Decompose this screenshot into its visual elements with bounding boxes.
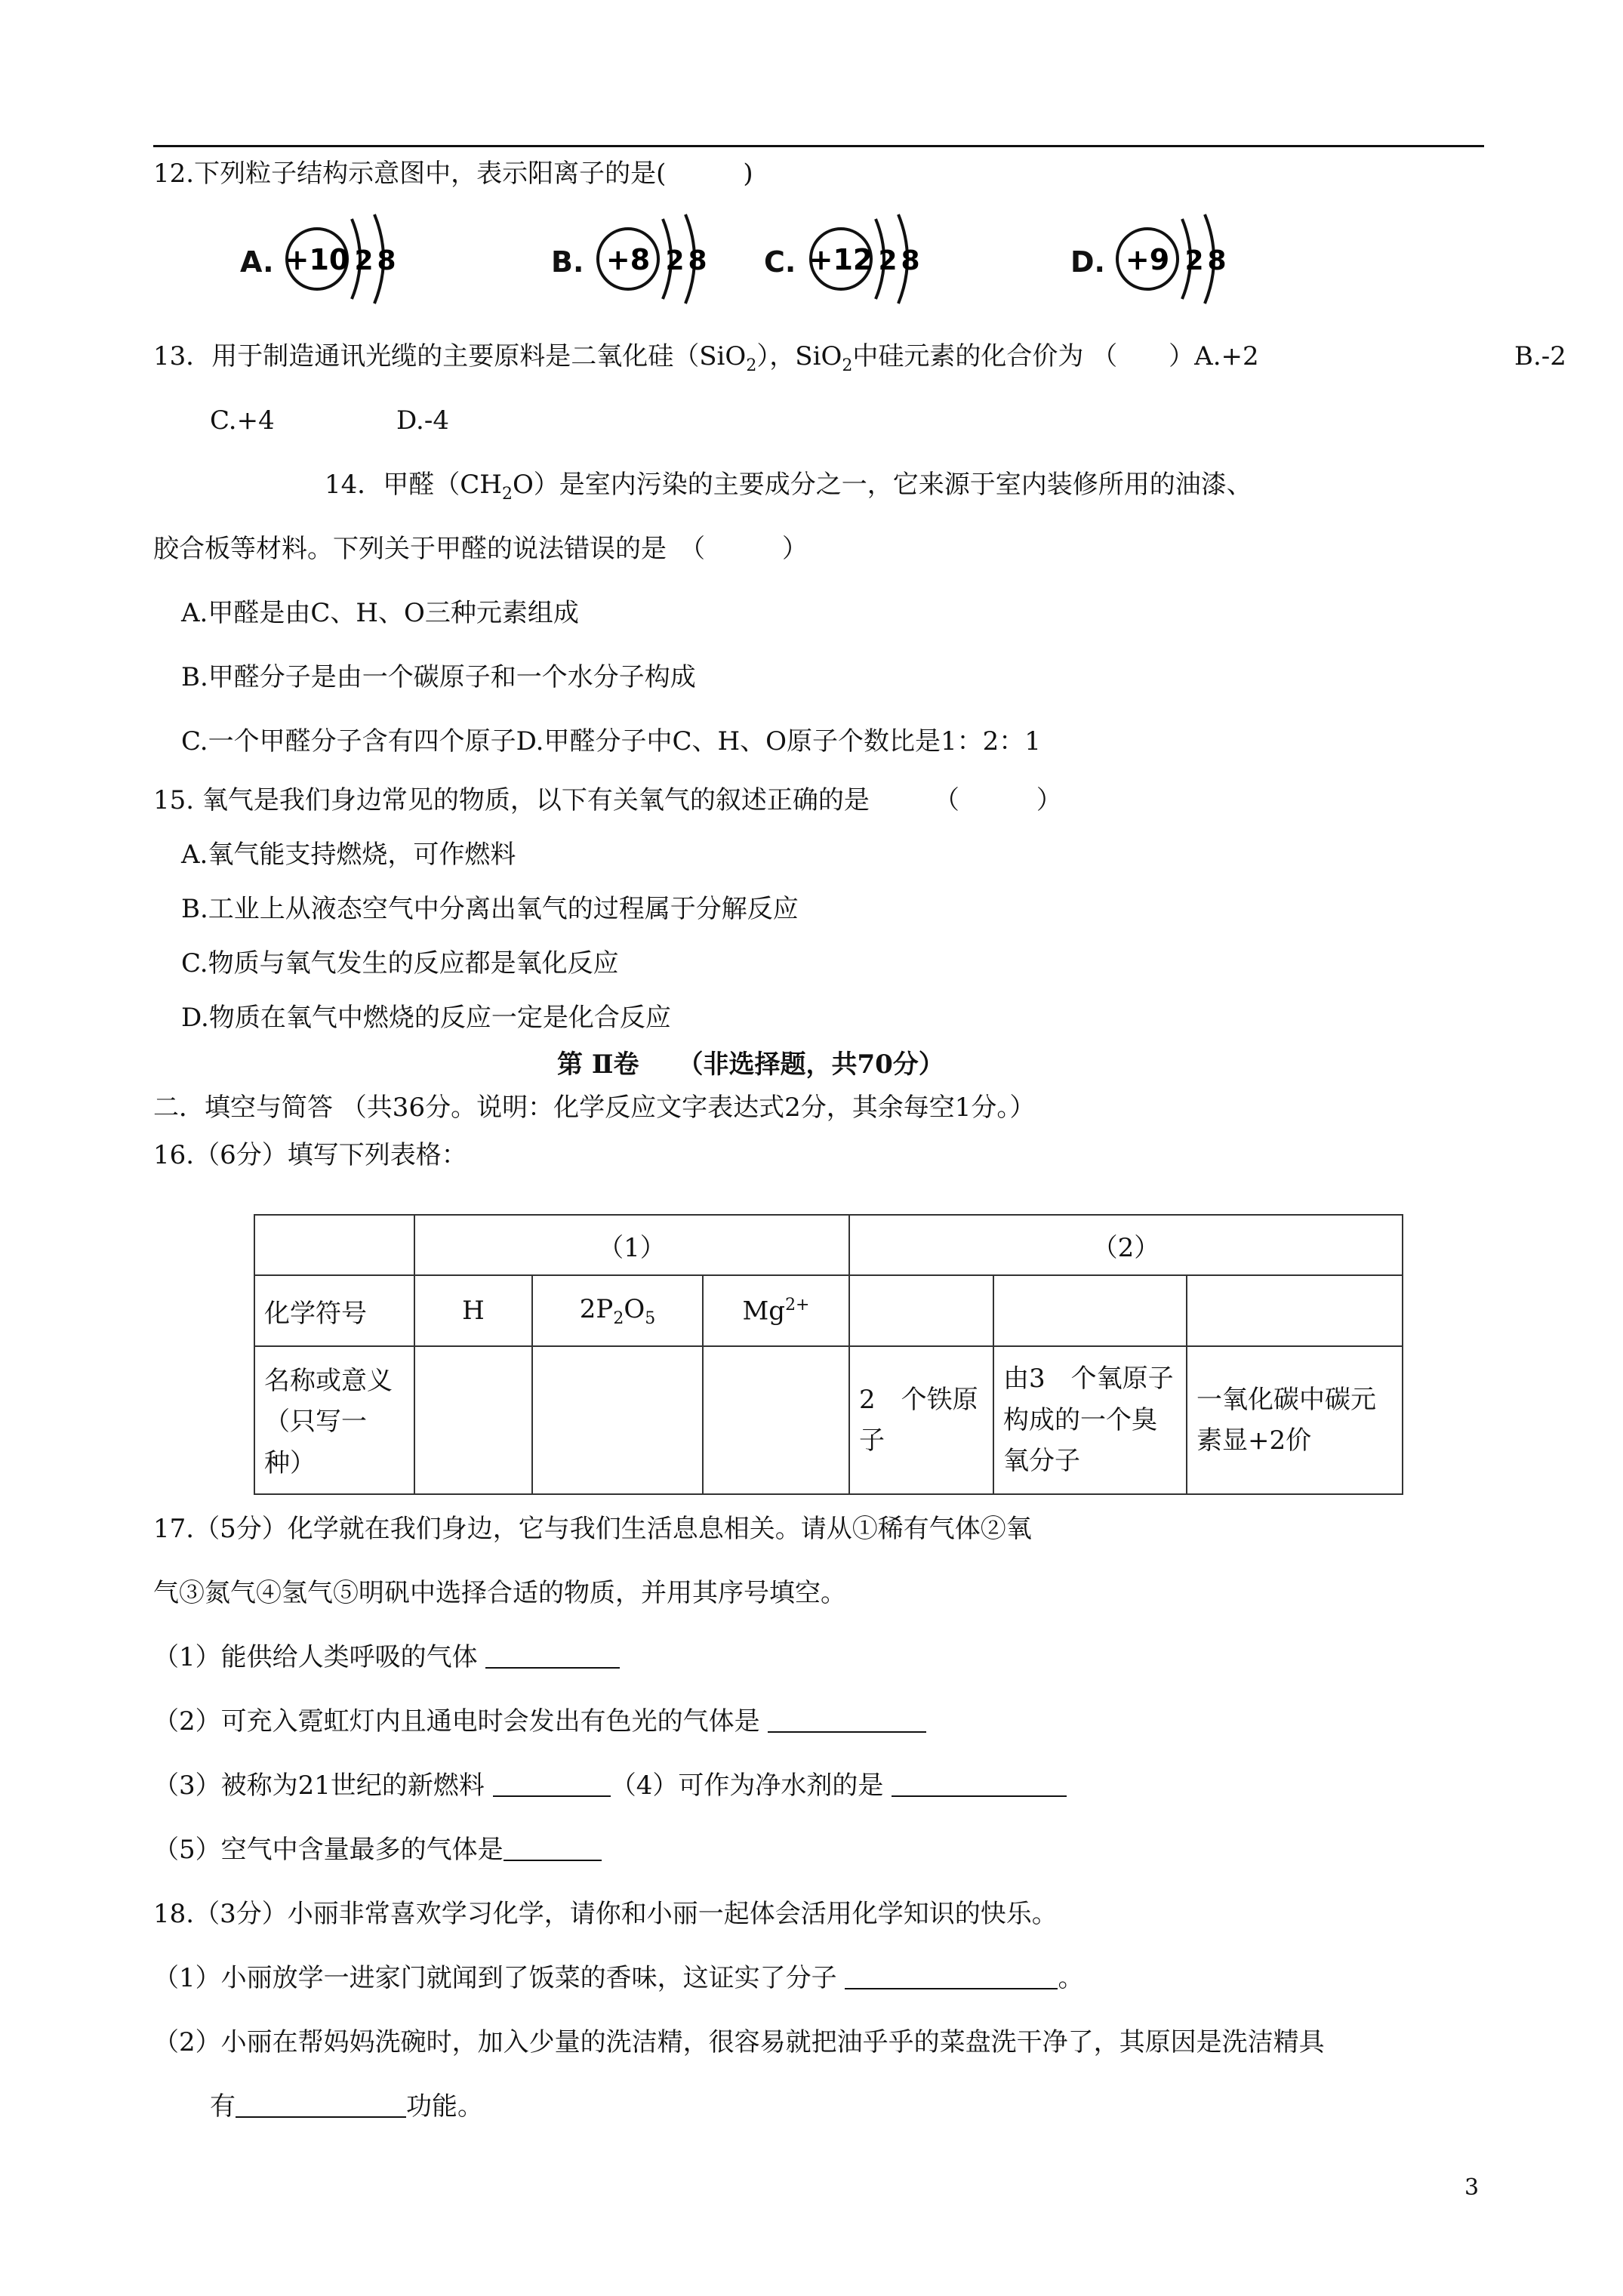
q17-sub-3-4: （3）被称为21世纪的新燃料 （4）可作为净水剂的是 xyxy=(153,1771,1067,1801)
q14-option-cd: C.一个甲醛分子含有四个原子D.甲醛分子中C、H、O原子个数比是1：2：1 xyxy=(181,726,1041,757)
option-b-label: B. xyxy=(551,245,584,279)
header-rule xyxy=(153,145,1484,147)
q18-sub-2-cont: 有 功能。 xyxy=(210,2091,483,2122)
q18-text: 18.（3分）小丽非常喜欢学习化学，请你和小丽一起体会活用化学知识的快乐。 xyxy=(153,1899,1058,1929)
table-row xyxy=(254,1275,1403,1346)
answer-blank[interactable] xyxy=(892,1773,1067,1797)
atom-d-shell-2: 8 xyxy=(1207,245,1227,276)
q17-text-line2: 气③氮气④氢气⑤明矾中选择合适的物质，并用其序号填空。 xyxy=(153,1578,846,1608)
q14-text-line2: 胶合板等材料。下列关于甲醛的说法错误的是 （ ） xyxy=(153,534,808,564)
table-cell-empty xyxy=(254,1215,414,1275)
table-meaning-blank-3[interactable] xyxy=(703,1346,849,1494)
answer-blank[interactable] xyxy=(504,1837,602,1861)
table-row xyxy=(254,1346,1403,1494)
table-row xyxy=(254,1215,1403,1275)
table-group-1: （1） xyxy=(414,1215,849,1275)
q15-option-c: C.物质与氧气发生的反应都是氧化反应 xyxy=(181,948,619,978)
q15-text: 15. 氧气是我们身边常见的物质，以下有关氧气的叙述正确的是 （ ） xyxy=(153,785,1062,815)
table-meaning-blank-2[interactable] xyxy=(532,1346,703,1494)
section2-title: 第 Ⅱ卷 （非选择题，共70分） xyxy=(557,1049,944,1080)
answer-blank[interactable] xyxy=(845,1965,1058,1989)
q17-sub-2: （2）可充入霓虹灯内且通电时会发出有色光的气体是 xyxy=(153,1706,926,1737)
q18-sub-2: （2）小丽在帮妈妈洗碗时，加入少量的洗洁精，很容易就把油乎乎的菜盘洗干净了，其原因是洗洁精具 xyxy=(153,2027,1325,2057)
q13-option-b: B.-2 xyxy=(1514,341,1566,371)
q14-option-a: A.甲醛是由C、H、O三种元素组成 xyxy=(181,598,579,628)
atom-c-shell-1: 2 xyxy=(878,245,898,276)
atom-b-shell-1: 2 xyxy=(665,245,685,276)
table-row2-label: 名称或意义（只写一种） xyxy=(254,1346,414,1494)
atom-c-shell-2: 8 xyxy=(901,245,920,276)
atom-b-diagram xyxy=(590,204,726,317)
table-symbol-mg: $Mg^{2+}$ xyxy=(703,1275,849,1346)
q13-option-c: C.+4 xyxy=(210,405,275,436)
q15-option-b: B.工业上从液态空气中分离出氧气的过程属于分解反应 xyxy=(181,894,799,924)
atom-a-nucleus: +10 xyxy=(285,243,350,276)
table-symbol-blank-2[interactable] xyxy=(993,1275,1187,1346)
q14-text: 14．甲醛$(CH_2O)$是室内污染的主要成分之一，它来源于室内装修所用的油漆、 xyxy=(325,470,1252,504)
q15-option-d: D.物质在氧气中燃烧的反应一定是化合反应 xyxy=(181,1003,671,1033)
table-meaning-co: 一氧化碳中碳元素显+2价 xyxy=(1187,1346,1403,1494)
answer-blank[interactable] xyxy=(768,1709,926,1733)
q18-sub-1: （1）小丽放学一进家门就闻到了饭菜的香味，这证实了分子 。 xyxy=(153,1963,1084,1993)
atom-b-nucleus: +8 xyxy=(605,243,651,276)
atom-d-shell-1: 2 xyxy=(1184,245,1204,276)
q12-text: 12.下列粒子结构示意图中，表示阳离子的是( ) xyxy=(153,159,753,189)
q17-sub-5: （5）空气中含量最多的气体是 xyxy=(153,1835,602,1866)
atom-d-diagram xyxy=(1110,204,1246,317)
q14-option-b: B.甲醛分子是由一个碳原子和一个水分子构成 xyxy=(181,662,696,692)
table-meaning-blank-1[interactable] xyxy=(414,1346,532,1494)
option-d-label: D. xyxy=(1070,245,1105,279)
q17-text-line1: 17.（5分）化学就在我们身边，它与我们生活息息相关。请从①稀有气体②氧 xyxy=(153,1514,1032,1544)
option-c-label: C. xyxy=(764,245,796,279)
q16-text: 16.（6分）填写下列表格： xyxy=(153,1140,467,1170)
q13-option-d: D.-4 xyxy=(396,405,449,436)
atom-c-nucleus: +12 xyxy=(808,243,873,276)
answer-blank[interactable] xyxy=(485,1644,620,1669)
answer-blank[interactable] xyxy=(236,2094,406,2118)
q16-table xyxy=(254,1214,1403,1495)
atom-a-shell-2: 8 xyxy=(377,245,396,276)
atom-a-diagram xyxy=(279,204,415,317)
q17-sub-1: （1）能供给人类呼吸的气体 xyxy=(153,1642,620,1673)
table-group-2: （2） xyxy=(849,1215,1403,1275)
q15-option-a: A.氧气能支持燃烧，可作燃料 xyxy=(181,840,516,870)
section2-part: 二．填空与简答 （共36分。说明：化学反应文字表达式2分，其余每空1分。） xyxy=(153,1093,1036,1123)
atom-b-shell-2: 8 xyxy=(688,245,707,276)
atom-a-shell-1: 2 xyxy=(354,245,374,276)
atom-c-diagram xyxy=(803,204,939,317)
atom-d-nucleus: +9 xyxy=(1125,243,1170,276)
table-symbol-h: H xyxy=(414,1275,532,1346)
table-row1-label: 化学符号 xyxy=(254,1275,414,1346)
table-symbol-p2o5: $2P_2O_5$ xyxy=(532,1275,703,1346)
atom-diagrams xyxy=(0,204,1623,317)
table-symbol-blank-1[interactable] xyxy=(849,1275,993,1346)
table-symbol-blank-3[interactable] xyxy=(1187,1275,1403,1346)
q13-text: 13．用于制造通讯光缆的主要原料是二氧化硅（SiO$_2$），SiO$_2$中硅元素的化合价为 （ ）A.+2 xyxy=(153,341,1259,375)
table-meaning-o3: 由3 个氧原子构成的一个臭氧分子 xyxy=(993,1346,1187,1494)
page-number: 3 xyxy=(1464,2174,1480,2201)
answer-blank[interactable] xyxy=(493,1773,611,1797)
option-a-label: A. xyxy=(240,245,274,279)
table-meaning-fe: 2 个铁原子 xyxy=(849,1346,993,1494)
